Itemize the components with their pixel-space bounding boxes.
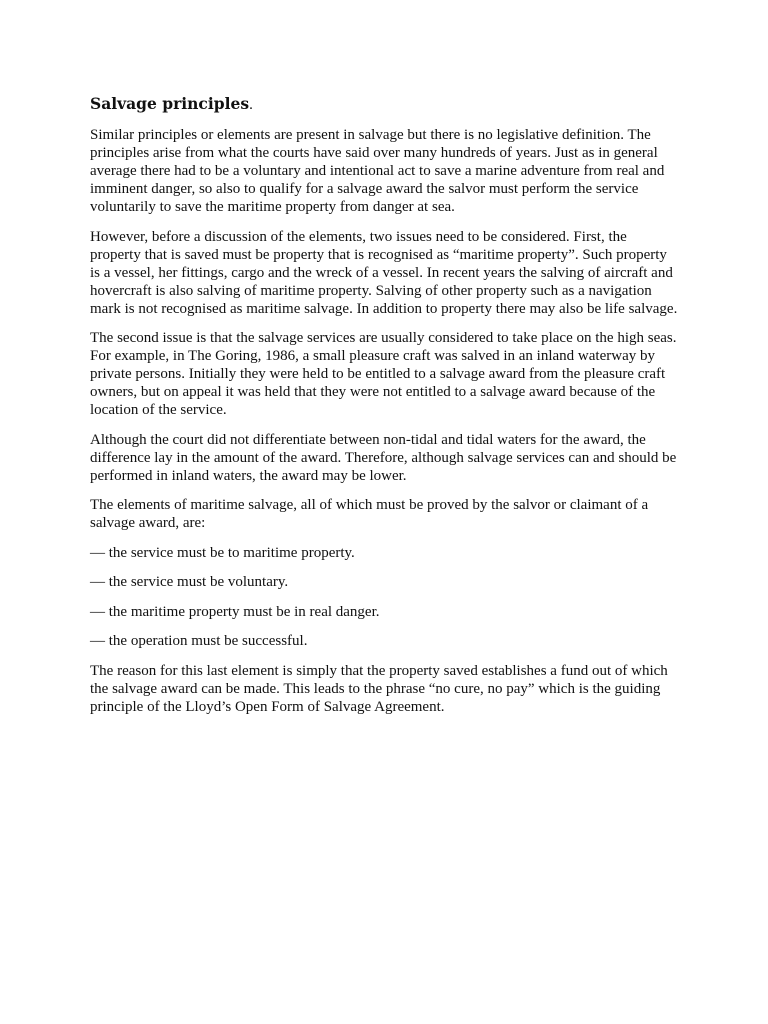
- element-list-item: — the operation must be successful.: [90, 633, 308, 649]
- paragraph: The elements of maritime salvage, all of which must be proved by the salvor or claimant of a salvage award, are:: [90, 497, 649, 531]
- heading-punctuation: .: [249, 97, 253, 113]
- section-heading: [90, 93, 680, 116]
- paragraph: However, before a discussion of the elements, two issues need to be considered. First, the property that is saved must be property that is recognised as “maritime property”. Such property is a vessel, her fittings, cargo and the wreck of a vessel. In recent years the salving of aircraft and hovercraft is also salving of maritime property. Salving of other property such as a navigation mark is not recognised as maritime salvage. In addition to property there may also be life salvage.: [90, 228, 678, 317]
- paragraph: Similar principles or elements are present in salvage but there is no legislative definition. The principles arise from what the courts have said over many hundreds of years. Just as in general average there had to be a voluntary and intentional act to save a marine adventure from real and imminent danger, so also to qualify for a salvage award the salvor must perform the service voluntarily to save the maritime property from danger at sea.: [90, 127, 665, 215]
- element-list-item: — the service must be voluntary.: [90, 574, 289, 590]
- document-body: [90, 93, 680, 727]
- heading-text: Salvage principles: [90, 94, 250, 113]
- element-list-item: — the maritime property must be in real danger.: [90, 603, 380, 620]
- element-list-item: — the service must be to maritime property.: [90, 544, 355, 561]
- paragraph: The second issue is that the salvage services are usually considered to take place on the high seas. For example, in The Goring, 1986, a small pleasure craft was salved in an inland waterway by private persons. Initially they were held to be entitled to a salvage award from the pleasure craft owners, but on appeal it was held that they were not entitled to a salvage award because of the location of the service.: [90, 330, 677, 418]
- paragraph: Although the court did not differentiate between non-tidal and tidal waters for the award, the difference lay in the amount of the award. Therefore, although salvage services can and should be performed in inland waters, the award may be lower.: [90, 431, 677, 484]
- closing-paragraph: The reason for this last element is simply that the property saved establishes a fund out of which the salvage award can be made. This leads to the phrase “no cure, no pay” which is the guiding principle of the Lloyd’s Open Form of Salvage Agreement.: [90, 662, 668, 715]
